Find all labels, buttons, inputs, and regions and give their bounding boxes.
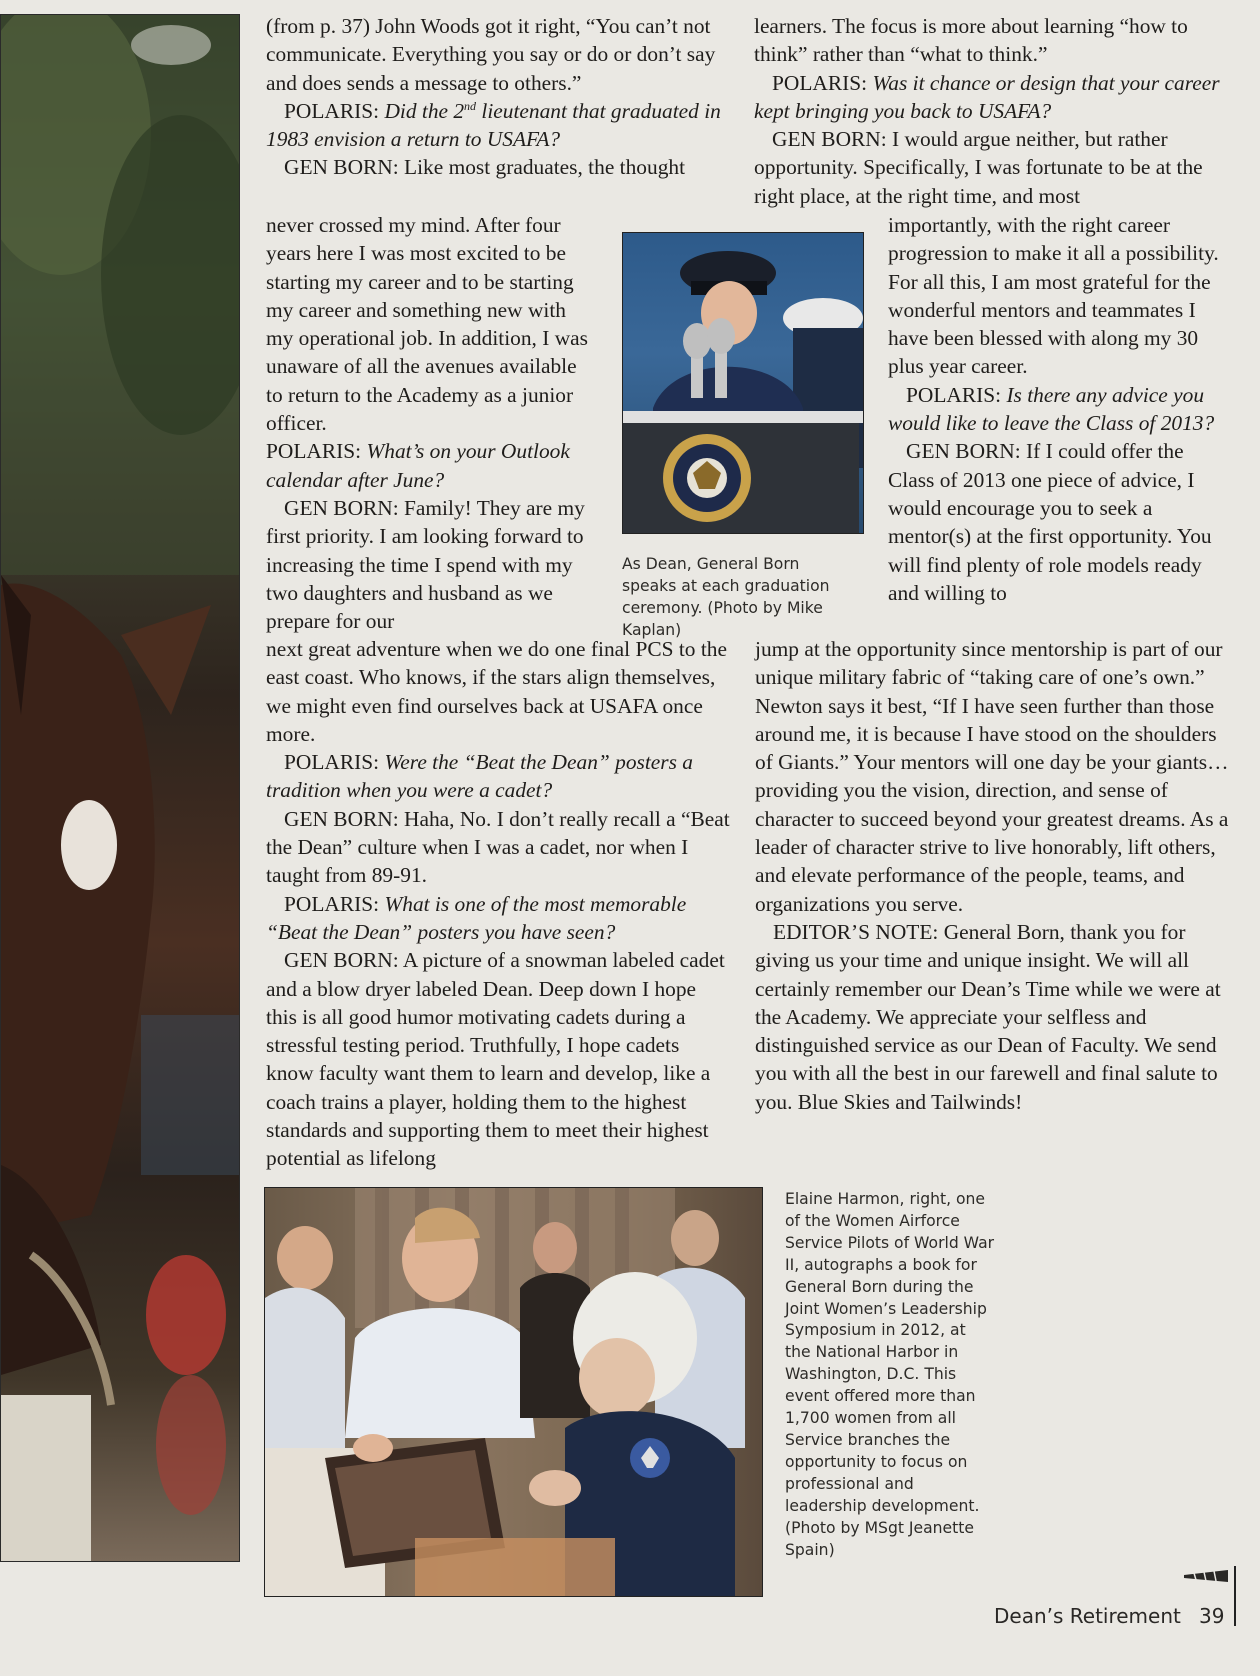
paragraph: next great adventure when we do one final PCS to the east coast. Who knows, if the stars align themselves, we might even find ourselves back at USAFA once more. <box>266 637 727 746</box>
paragraph: importantly, with the right career progression to make it all a possibility. For all this, I am most grateful for the wonderful mentors and teammates I have been blessed with along my 30 plus year career. <box>888 213 1219 379</box>
column-1-wrap <box>266 211 588 635</box>
paragraph: jump at the opportunity since mentorship is part of our unique military fabric of “taking care of one’s own.” Newton says it best, “If I have seen further than those around me, it is because I have stood on the shoulders of Giants.” Your mentors will one day be your giants…providing you the vision, direction, and sense of character to succeed beyond your greatest dreams. As a leader of character strive to live honorably, lift others, and elevate performance of the people, teams, and organizations you serve. <box>755 637 1229 916</box>
interviewer-label: POLARIS: <box>906 382 1007 407</box>
horse-illustration <box>1 15 240 1562</box>
question-paragraph <box>266 437 588 494</box>
question-paragraph <box>266 890 732 947</box>
question-text: What is one of the most memorable “Beat the Dean” posters you have seen? <box>266 891 687 944</box>
paragraph: GEN BORN: I would argue neither, but rather opportunity. Specifically, I was fortunate to be at the right place, at the right time, and most <box>754 127 1203 208</box>
paragraph: GEN BORN: Haha, No. I don’t really recall a “Beat the Dean” culture when I was a cadet, nor when I taught from 89-91. <box>266 806 730 888</box>
column-1-top <box>266 12 730 182</box>
question-paragraph <box>266 748 732 805</box>
column-2-wrap <box>888 211 1224 607</box>
footer-vertical-rule <box>1234 1566 1236 1626</box>
autograph-illustration <box>265 1188 762 1596</box>
question-text: What’s on your Outlook calendar after June? <box>266 439 570 492</box>
question-paragraph <box>888 381 1224 438</box>
column-2-bottom <box>755 635 1231 1116</box>
paragraph: GEN BORN: Family! They are my first priority. I am looking forward to increasing the time I spend with my two daughters and husband as we prepare for our <box>266 495 585 634</box>
paragraph: never crossed my mind. After four years here I was most excited to be starting my career and to be starting my career and something new with my operational job. In addition, I was unaware of all the avenues available to return to the Academy as a junior officer. <box>266 213 588 436</box>
podium-photo-caption: As Dean, General Born speaks at each graduation ceremony. (Photo by Mike Kaplan) <box>622 555 830 639</box>
interviewer-label: POLARIS: <box>284 98 385 123</box>
interviewer-label: POLARIS: <box>284 750 385 775</box>
autograph-photo-caption: Elaine Harmon, right, one of the Women Airforce Service Pilots of World War II, autographs a book for General Born during the Joint Women’s Leadership Symposium in 2012, at the National Harbor in Washington, D.C. This event offered more than 1,700 women from all Service branches the opportunity to focus on professional and leadership development. (Photo by MSgt Jeanette Spain) <box>785 1190 995 1559</box>
column-1-bottom <box>266 635 732 1173</box>
paragraph: learners. The focus is more about learning “how to think” rather than “what to think.” <box>754 14 1188 67</box>
speaker-illustration <box>623 233 863 533</box>
question-paragraph <box>754 69 1220 126</box>
paragraph: EDITOR’S NOTE: General Born, thank you for giving us your time and unique insight. We will all certainly remember our Dean’s Time while we were at the Academy. We appreciate your selfless and distinguished service as our Dean of Faculty. We send you with all the best in our farewell and final salute to you. Blue Skies and Tailwinds! <box>755 919 1221 1114</box>
interviewer-label: POLARIS: <box>266 439 367 464</box>
autograph-photo <box>264 1187 763 1597</box>
column-2-top <box>754 12 1220 210</box>
paragraph: GEN BORN: Like most graduates, the thought <box>284 155 686 180</box>
question-paragraph <box>266 97 730 154</box>
pennant-icon <box>1184 1570 1228 1584</box>
podium-photo <box>622 232 864 534</box>
footer-section-title: Dean’s Retirement <box>994 1604 1181 1628</box>
paragraph: GEN BORN: If I could offer the Class of 2013 one piece of advice, I would encourage you to seek a mentor(s) at the first opportunity. You will find plenty of role models ready and willing to <box>888 439 1212 605</box>
paragraph: (from p. 37) John Woods got it right, “You can’t not communicate. Everything you say or do or don’t say and does sends a message to others.” <box>266 14 716 95</box>
page-number: 39 <box>1199 1604 1225 1628</box>
question-text: Is there any advice you would like to leave the Class of 2013? <box>888 382 1215 436</box>
horse-side-photo <box>0 14 240 1562</box>
question-text: Were the “Beat the Dean” posters a tradition when you were a cadet? <box>266 750 693 803</box>
question-text: Did the 2nd lieutenant that graduated in 1983 envision a return to USAFA? <box>266 98 721 152</box>
interviewer-label: POLARIS: <box>772 70 873 95</box>
question-text: Was it chance or design that your career kept bringing you back to USAFA? <box>754 70 1220 123</box>
interviewer-label: POLARIS: <box>284 891 385 916</box>
paragraph: GEN BORN: A picture of a snowman labeled cadet and a blow dryer labeled Dean. Deep down I hope this is all good humor motivating cadets during a stressful testing period. Truthfully, I hope cadets know faculty want them to learn and develop, like a coach trains a player, holding them to the highest standards and supporting them to meet their highest potential as lifelong <box>266 948 725 1171</box>
